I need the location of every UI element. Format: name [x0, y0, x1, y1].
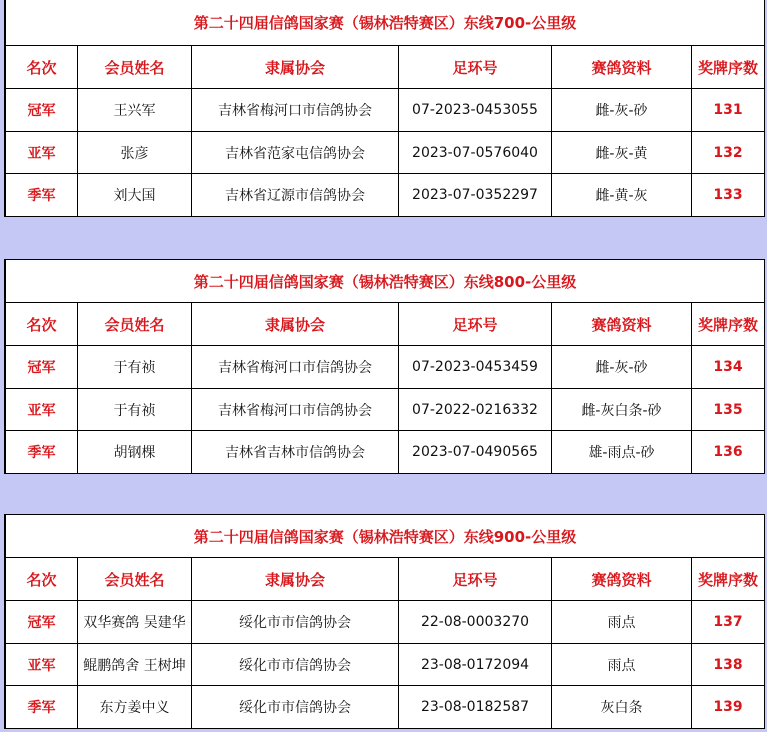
- pigeon-info-cell: 雌-灰-砂: [552, 346, 692, 389]
- rank-cell: 亚军: [6, 644, 78, 686]
- ring-number-cell: 23-08-0172094: [399, 644, 552, 686]
- header-pigeon-info: 赛鸽资料: [552, 558, 692, 601]
- header-association: 隶属协会: [192, 558, 399, 601]
- medal-number-cell: 135: [692, 389, 765, 431]
- header-association: 隶属协会: [192, 46, 399, 89]
- rank-cell: 冠军: [6, 89, 78, 132]
- pigeon-info-cell: 灰白条: [552, 686, 692, 729]
- results-table-800km: [4, 259, 765, 474]
- association-cell: 吉林省梅河口市信鸽协会: [192, 389, 399, 431]
- association-cell: 吉林省梅河口市信鸽协会: [192, 89, 399, 132]
- rank-cell: 季军: [6, 174, 78, 217]
- rank-cell: 亚军: [6, 132, 78, 174]
- ring-number-cell: 23-08-0182587: [399, 686, 552, 729]
- header-member-name: 会员姓名: [78, 558, 192, 601]
- table-row: [6, 431, 765, 474]
- header-rank: 名次: [6, 46, 78, 89]
- header-pigeon-info: 赛鸽资料: [552, 46, 692, 89]
- ring-number-cell: 2023-07-0490565: [399, 431, 552, 474]
- table-title: 第二十四届信鸽国家赛（锡林浩特赛区）东线700-公里级: [6, 0, 765, 46]
- header-medal-number: 奖牌序数: [692, 303, 765, 346]
- header-member-name: 会员姓名: [78, 46, 192, 89]
- pigeon-info-cell: 雌-灰白条-砂: [552, 389, 692, 431]
- results-table-700km: [4, 0, 765, 217]
- header-row: [6, 558, 765, 601]
- results-table: [5, 259, 765, 474]
- header-medal-number: 奖牌序数: [692, 558, 765, 601]
- header-rank: 名次: [6, 558, 78, 601]
- header-pigeon-info: 赛鸽资料: [552, 303, 692, 346]
- pigeon-info-cell: 雄-雨点-砂: [552, 431, 692, 474]
- header-ring-number: 足环号: [399, 558, 552, 601]
- pigeon-info-cell: 雌-灰-砂: [552, 89, 692, 132]
- table-title-row: [6, 515, 765, 558]
- header-ring-number: 足环号: [399, 46, 552, 89]
- header-ring-number: 足环号: [399, 303, 552, 346]
- member-name-cell: 双华赛鸽 吴建华: [78, 601, 192, 644]
- medal-number-cell: 138: [692, 644, 765, 686]
- member-name-cell: 于有祯: [78, 346, 192, 389]
- table-row: [6, 601, 765, 644]
- association-cell: 吉林省范家屯信鸽协会: [192, 132, 399, 174]
- header-rank: 名次: [6, 303, 78, 346]
- association-cell: 吉林省辽源市信鸽协会: [192, 174, 399, 217]
- table-title: 第二十四届信鸽国家赛（锡林浩特赛区）东线800-公里级: [6, 260, 765, 303]
- rank-cell: 冠军: [6, 346, 78, 389]
- table-row: [6, 89, 765, 132]
- rank-cell: 季军: [6, 431, 78, 474]
- ring-number-cell: 22-08-0003270: [399, 601, 552, 644]
- medal-number-cell: 131: [692, 89, 765, 132]
- association-cell: 绥化市市信鸽协会: [192, 644, 399, 686]
- association-cell: 绥化市市信鸽协会: [192, 686, 399, 729]
- ring-number-cell: 2023-07-0352297: [399, 174, 552, 217]
- table-title: 第二十四届信鸽国家赛（锡林浩特赛区）东线900-公里级: [6, 515, 765, 558]
- ring-number-cell: 2023-07-0576040: [399, 132, 552, 174]
- table-row: [6, 346, 765, 389]
- medal-number-cell: 133: [692, 174, 765, 217]
- results-table: [5, 0, 765, 217]
- member-name-cell: 张彦: [78, 132, 192, 174]
- ring-number-cell: 07-2022-0216332: [399, 389, 552, 431]
- medal-number-cell: 137: [692, 601, 765, 644]
- medal-number-cell: 139: [692, 686, 765, 729]
- pigeon-info-cell: 雨点: [552, 644, 692, 686]
- rank-cell: 冠军: [6, 601, 78, 644]
- pigeon-info-cell: 雌-黄-灰: [552, 174, 692, 217]
- table-row: [6, 132, 765, 174]
- association-cell: 吉林省吉林市信鸽协会: [192, 431, 399, 474]
- table-row: [6, 389, 765, 431]
- pigeon-info-cell: 雨点: [552, 601, 692, 644]
- member-name-cell: 东方姜中义: [78, 686, 192, 729]
- medal-number-cell: 136: [692, 431, 765, 474]
- rank-cell: 季军: [6, 686, 78, 729]
- results-table-900km: [4, 514, 765, 729]
- member-name-cell: 王兴军: [78, 89, 192, 132]
- member-name-cell: 胡钢棵: [78, 431, 192, 474]
- table-row: [6, 644, 765, 686]
- ring-number-cell: 07-2023-0453459: [399, 346, 552, 389]
- medal-number-cell: 132: [692, 132, 765, 174]
- association-cell: 吉林省梅河口市信鸽协会: [192, 346, 399, 389]
- table-title-row: [6, 0, 765, 46]
- medal-number-cell: 134: [692, 346, 765, 389]
- table-row: [6, 174, 765, 217]
- pigeon-info-cell: 雌-灰-黄: [552, 132, 692, 174]
- header-association: 隶属协会: [192, 303, 399, 346]
- member-name-cell: 刘大国: [78, 174, 192, 217]
- header-member-name: 会员姓名: [78, 303, 192, 346]
- table-row: [6, 686, 765, 729]
- association-cell: 绥化市市信鸽协会: [192, 601, 399, 644]
- member-name-cell: 于有祯: [78, 389, 192, 431]
- results-table: [5, 514, 765, 729]
- header-row: [6, 303, 765, 346]
- ring-number-cell: 07-2023-0453055: [399, 89, 552, 132]
- header-row: [6, 46, 765, 89]
- rank-cell: 亚军: [6, 389, 78, 431]
- header-medal-number: 奖牌序数: [692, 46, 765, 89]
- table-title-row: [6, 260, 765, 303]
- member-name-cell: 鲲鹏鸽舍 王树坤: [78, 644, 192, 686]
